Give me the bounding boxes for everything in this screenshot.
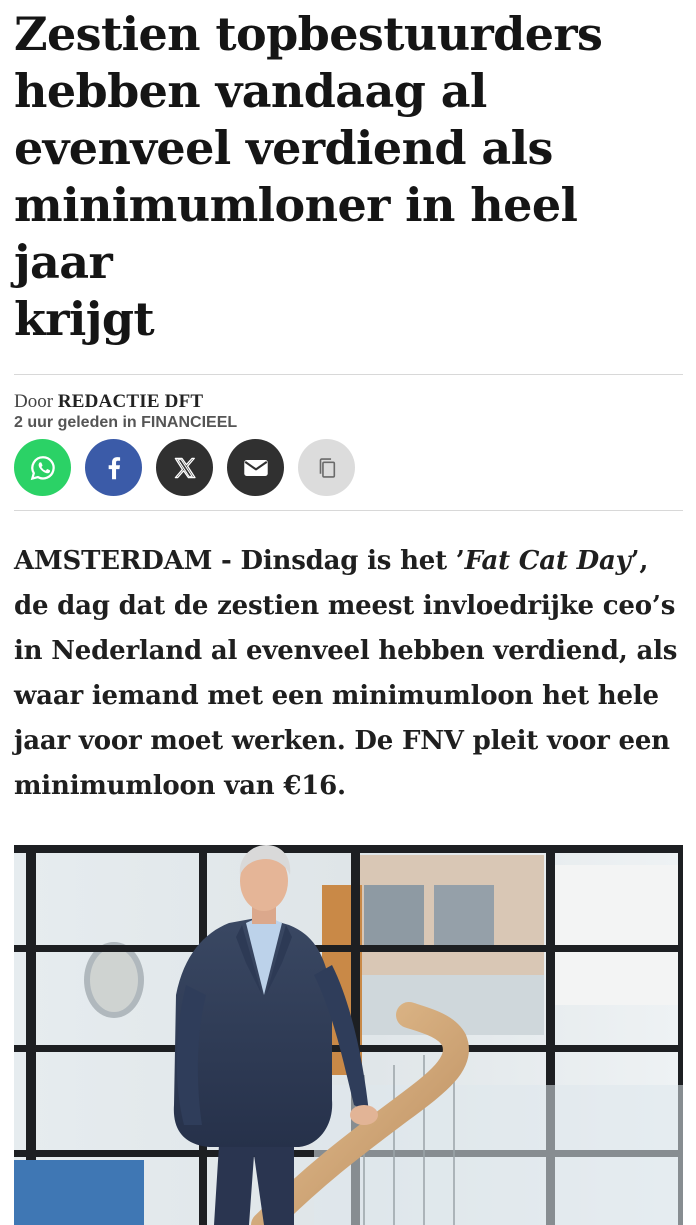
share-bar (14, 439, 683, 496)
lead-text: AMSTERDAM - Dinsdag is het ’ (14, 546, 465, 576)
headline-line: evenveel verdiend als (14, 121, 553, 175)
headline-line: Zestien topbestuurders (14, 7, 603, 61)
lead-text-cont: ’, de dag dat de zestien meest invloedrijke ceo’s in Nederland al evenveel hebben verdiend, als waar iemand met een minimumloon het hele jaar voor moet werken. De FNV pleit voor een minimumloon van €16. (14, 546, 678, 801)
copy-icon (314, 455, 340, 481)
x-icon (171, 454, 199, 482)
lead-italic: Fat Cat Day (464, 546, 631, 576)
article-meta (14, 413, 683, 433)
headline-line: hebben vandaag al (14, 64, 487, 118)
whatsapp-icon (28, 453, 58, 483)
share-x-button[interactable] (156, 439, 213, 496)
article-headline (14, 6, 683, 348)
share-facebook-button[interactable] (85, 439, 142, 496)
mail-icon (241, 453, 271, 483)
headline-line: krijgt (14, 292, 155, 346)
article-lead (14, 539, 683, 809)
divider (14, 510, 683, 511)
meta-in: in (122, 414, 137, 431)
share-email-button[interactable] (227, 439, 284, 496)
ceo-photo-illustration (14, 845, 683, 1225)
share-whatsapp-button[interactable] (14, 439, 71, 496)
author-link[interactable]: REDACTIE DFT (57, 391, 204, 412)
category-link[interactable]: FINANCIEEL (141, 414, 238, 431)
facebook-icon (99, 453, 129, 483)
byline (14, 391, 683, 413)
headline-line: minimumloner in heel jaar (14, 178, 578, 289)
article-photo (14, 845, 683, 1225)
byline-prefix: Door (14, 391, 54, 412)
divider (14, 374, 683, 375)
copy-link-button[interactable] (298, 439, 355, 496)
timestamp: 2 uur geleden (14, 414, 119, 431)
